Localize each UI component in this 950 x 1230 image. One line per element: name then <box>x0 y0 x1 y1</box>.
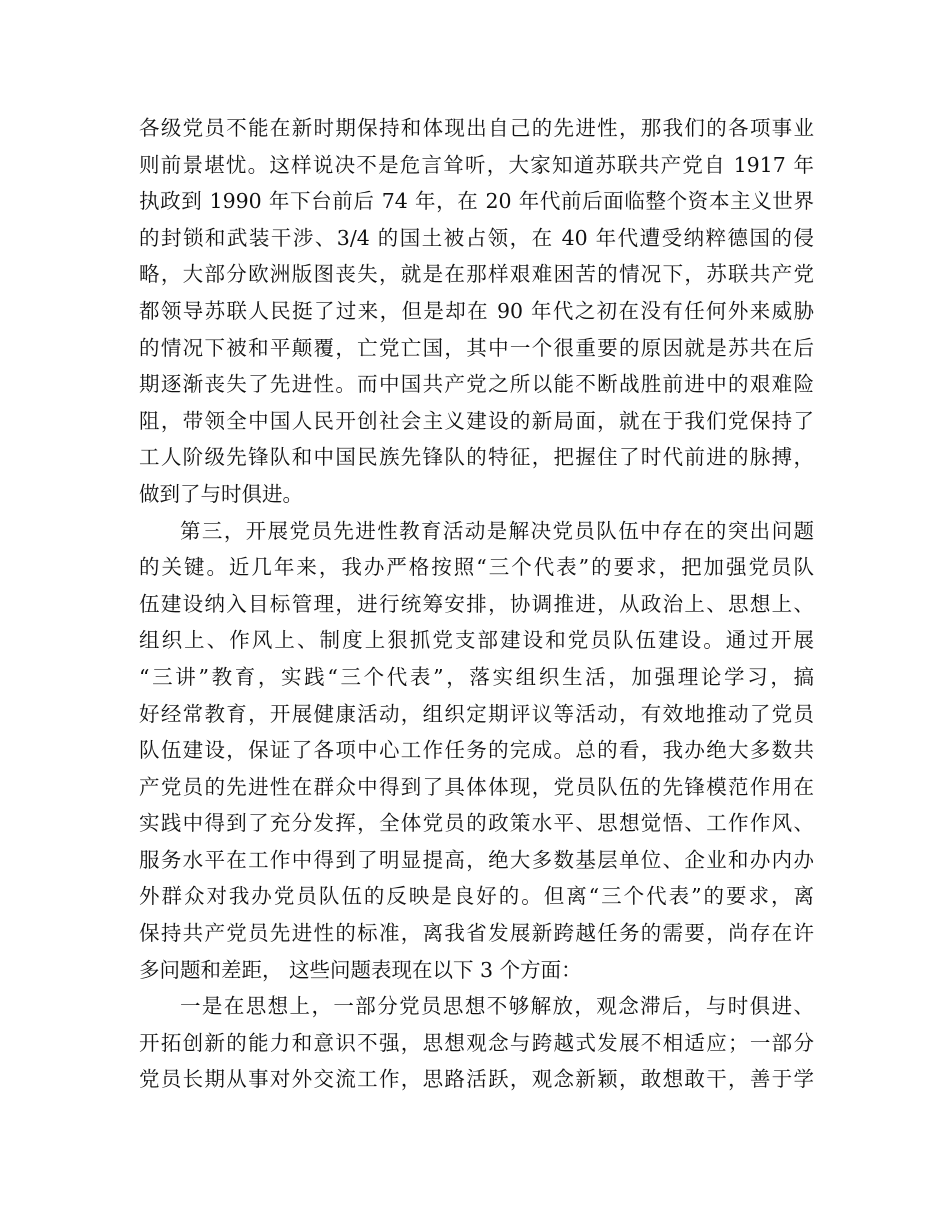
text-line: 队伍建设，保证了各项中心工作任务的完成。总的看，我办绝大多数共 <box>139 738 814 763</box>
text-line: 伍建设纳入目标管理，进行统筹安排，协调推进，从政治上、思想上、 <box>139 591 814 616</box>
text-line: 期逐渐丧失了先进性。而中国共产党之所以能不断战胜前进中的艰难险 <box>139 372 814 397</box>
text-line: 多问题和差距， 这些问题表现在以下 3 个方面： <box>139 957 582 982</box>
text-line: 执政到 1990 年下台前后 74 年，在 20 年代前后面临整个资本主义世界 <box>139 189 814 214</box>
text-line: 保持共产党员先进性的标准，离我省发展新跨越任务的需要，尚存在许 <box>139 921 814 946</box>
text-line: 则前景堪忧。这样说决不是危言耸听，大家知道苏联共产党自 1917 年 <box>139 152 814 177</box>
paragraph-1 <box>139 110 814 513</box>
text-line: 党员长期从事对外交流工作，思路活跃，观念新颖，敢想敢干，善于学 <box>139 1067 814 1092</box>
text-line: 做到了与时俱进。 <box>139 481 303 506</box>
text-line: 组织上、作风上、制度上狠抓党支部建设和党员队伍建设。通过开展 <box>139 628 814 653</box>
text-line: 的封锁和武装干涉、3/4 的国土被占领，在 40 年代遭受纳粹德国的侵 <box>139 225 814 250</box>
text-line: 好经常教育，开展健康活动，组织定期评议等活动，有效地推动了党员 <box>139 701 814 726</box>
text-line: 第三，开展党员先进性教育活动是解决党员队伍中存在的突出问题 <box>180 518 814 543</box>
text-line: 工人阶级先锋队和中国民族先锋队的特征，把握住了时代前进的脉搏， <box>139 445 814 470</box>
document-body <box>139 110 814 1098</box>
text-line: 各级党员不能在新时期保持和体现出自己的先进性，那我们的各项事业 <box>139 116 814 140</box>
text-line: 略，大部分欧洲版图丧失，就是在那样艰难困苦的情况下，苏联共产党 <box>139 262 814 287</box>
text-line: 的情况下被和平颠覆，亡党亡国，其中一个很重要的原因就是苏共在后 <box>139 335 814 360</box>
paragraph-3 <box>139 988 814 1098</box>
text-line: 产党员的先进性在群众中得到了具体体现，党员队伍的先锋模范作用在 <box>139 774 814 799</box>
text-line: 实践中得到了充分发挥，全体党员的政策水平、思想觉悟、工作作风、 <box>139 811 814 836</box>
text-line: 开拓创新的能力和意识不强，思想观念与跨越式发展不相适应；一部分 <box>139 1030 814 1055</box>
text-line: 都领导苏联人民挺了过来，但是却在 90 年代之初在没有任何外来威胁 <box>139 298 814 323</box>
text-line: 的关键。近几年来，我办严格按照“三个代表”的要求，把加强党员队 <box>139 555 814 580</box>
text-line: 服务水平在工作中得到了明显提高，绝大多数基层单位、企业和办内办 <box>139 847 814 872</box>
text-line: 一是在思想上，一部分党员思想不够解放，观念滞后，与时俱进、 <box>180 994 814 1019</box>
text-line: “三讲”教育，实践“三个代表”，落实组织生活，加强理论学习，搞 <box>139 664 814 689</box>
text-line: 阻，带领全中国人民开创社会主义建设的新局面，就在于我们党保持了 <box>139 408 814 433</box>
text-line: 外群众对我办党员队伍的反映是良好的。但离“三个代表”的要求，离 <box>139 884 814 909</box>
paragraph-2 <box>139 513 814 989</box>
